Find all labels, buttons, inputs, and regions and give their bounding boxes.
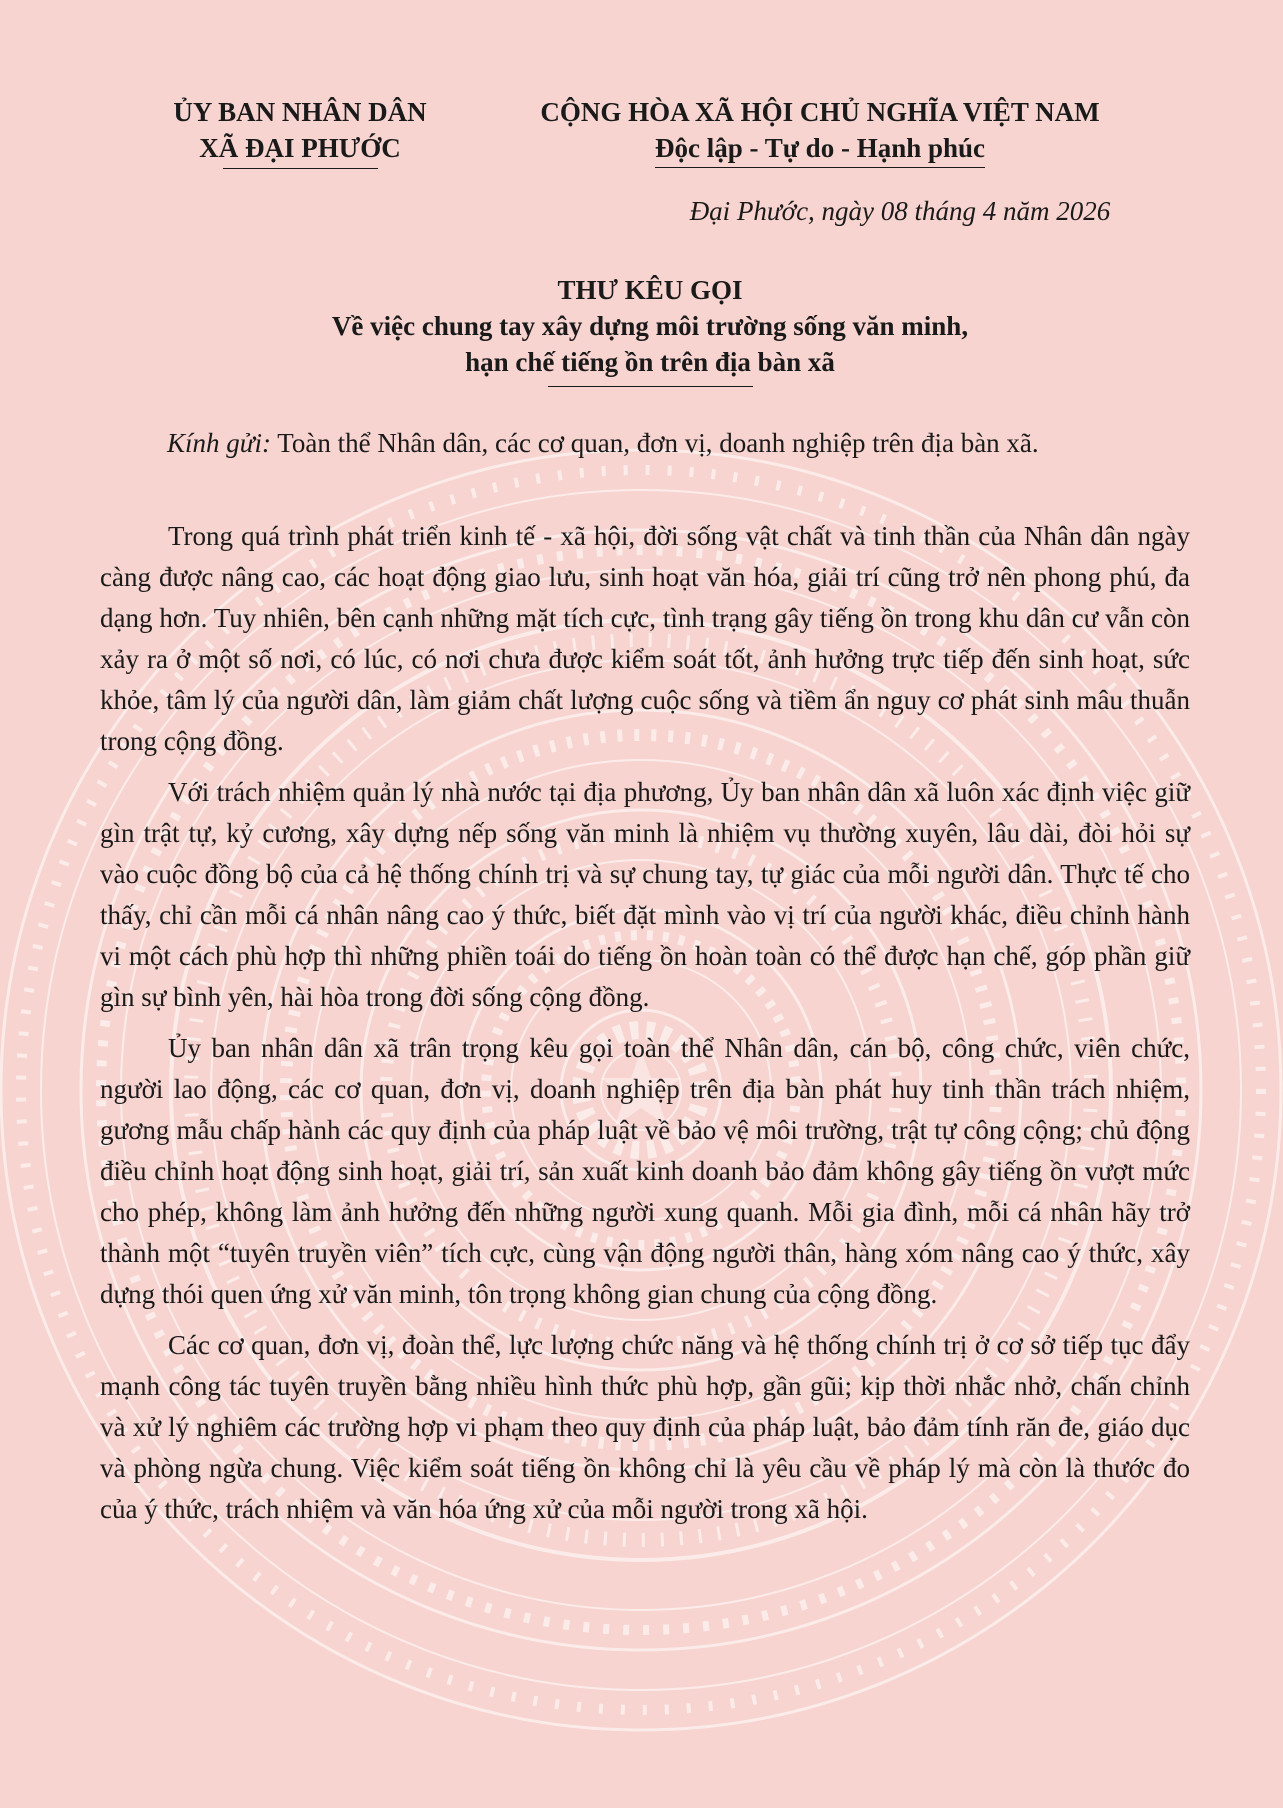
title-divider [548,386,753,387]
national-motto: Độc lập - Tự do - Hạnh phúc [655,130,985,168]
national-header [480,94,1160,168]
letter-body [100,516,1190,1540]
authority-divider [223,168,378,169]
title-subtitle-line-2: hạn chế tiếng ồn trên địa bàn xã [465,347,835,377]
recipient-text: Toàn thể Nhân dân, các cơ quan, đơn vị, doanh nghiệp trên địa bàn xã. [277,428,1039,458]
body-paragraph-1: Trong quá trình phát triển kinh tế - xã hội, đời sống vật chất và tinh thần của Nhân dân ngày càng được nâng cao, các hoạt động giao lưu, sinh hoạt văn hóa, giải trí cũng trở nên phong phú, đa dạng hơn. Tuy nhiên, bên cạnh những mặt tích cực, tình trạng gây tiếng ồn trong khu dân cư vẫn còn xảy ra ở một số nơi, có lúc, có nơi chưa được kiểm soát tốt, ảnh hưởng trực tiếp đến sinh hoạt, sức khỏe, tâm lý của người dân, làm giảm chất lượng cuộc sống và tiềm ẩn nguy cơ phát sinh mâu thuẫn trong cộng đồng. [100,521,1190,756]
recipient-label: Kính gửi: [167,428,271,458]
body-paragraph-2: Với trách nhiệm quản lý nhà nước tại địa phương, Ủy ban nhân dân xã luôn xác định việc giữ gìn trật tự, kỷ cương, xây dựng nếp sống văn minh là nhiệm vụ thường xuyên, lâu dài, đòi hỏi sự vào cuộc đồng bộ của cả hệ thống chính trị và sự chung tay, tự giác của mỗi người dân. Thực tế cho thấy, chỉ cần mỗi cá nhân nâng cao ý thức, biết đặt mình vào vị trí của người khác, điều chỉnh hành vi một cách phù hợp thì những phiền toái do tiếng ồn hoàn toàn có thể được hạn chế, góp phần giữ gìn sự bình yên, hài hòa trong đời sống cộng đồng. [100,777,1190,1012]
title-main: THƯ KÊU GỌI [557,275,743,305]
body-paragraph-3: Ủy ban nhân dân xã trân trọng kêu gọi toàn thể Nhân dân, cán bộ, công chức, viên chức, người lao động, các cơ quan, đơn vị, doanh nghiệp trên địa bàn phát huy tinh thần trách nhiệm, gương mẫu chấp hành các quy định của pháp luật về bảo vệ môi trường, trật tự công cộng; chủ động điều chỉnh hoạt động sinh hoạt, giải trí, sản xuất kinh doanh bảo đảm không gây tiếng ồn vượt mức cho phép, không làm ảnh hưởng đến những người xung quanh. Mỗi gia đình, mỗi cá nhân hãy trở thành một “tuyên truyền viên” tích cực, cùng vận động người thân, hàng xóm nâng cao ý thức, xây dựng thói quen ứng xử văn minh, tôn trọng không gian chung của cộng đồng. [100,1033,1190,1309]
issuing-authority [150,94,450,169]
authority-line-2: XÃ ĐẠI PHƯỚC [199,133,401,163]
authority-line-1: ỦY BAN NHÂN DÂN [173,97,427,127]
nation-name: CỘNG HÒA XÃ HỘI CHỦ NGHĨA VIỆT NAM [540,97,1100,127]
recipient-line [167,428,1039,459]
letter-title [100,272,1200,387]
body-paragraph-4: Các cơ quan, đơn vị, đoàn thể, lực lượng chức năng và hệ thống chính trị ở cơ sở tiếp tục đẩy mạnh công tác tuyên truyền bằng nhiều hình thức phù hợp, gần gũi; kịp thời nhắc nhở, chấn chỉnh và xử lý nghiêm các trường hợp vi phạm theo quy định của pháp luật, bảo đảm tính răn đe, giáo dục và phòng ngừa chung. Việc kiểm soát tiếng ồn không chỉ là yêu cầu về pháp lý mà còn là thước đo của ý thức, trách nhiệm và văn hóa ứng xử của mỗi người trong xã hội. [100,1330,1190,1524]
title-subtitle-line-1: Về việc chung tay xây dựng môi trường sống văn minh, [331,311,969,341]
place-and-date: Đại Phước, ngày 08 tháng 4 năm 2026 [689,196,1111,226]
